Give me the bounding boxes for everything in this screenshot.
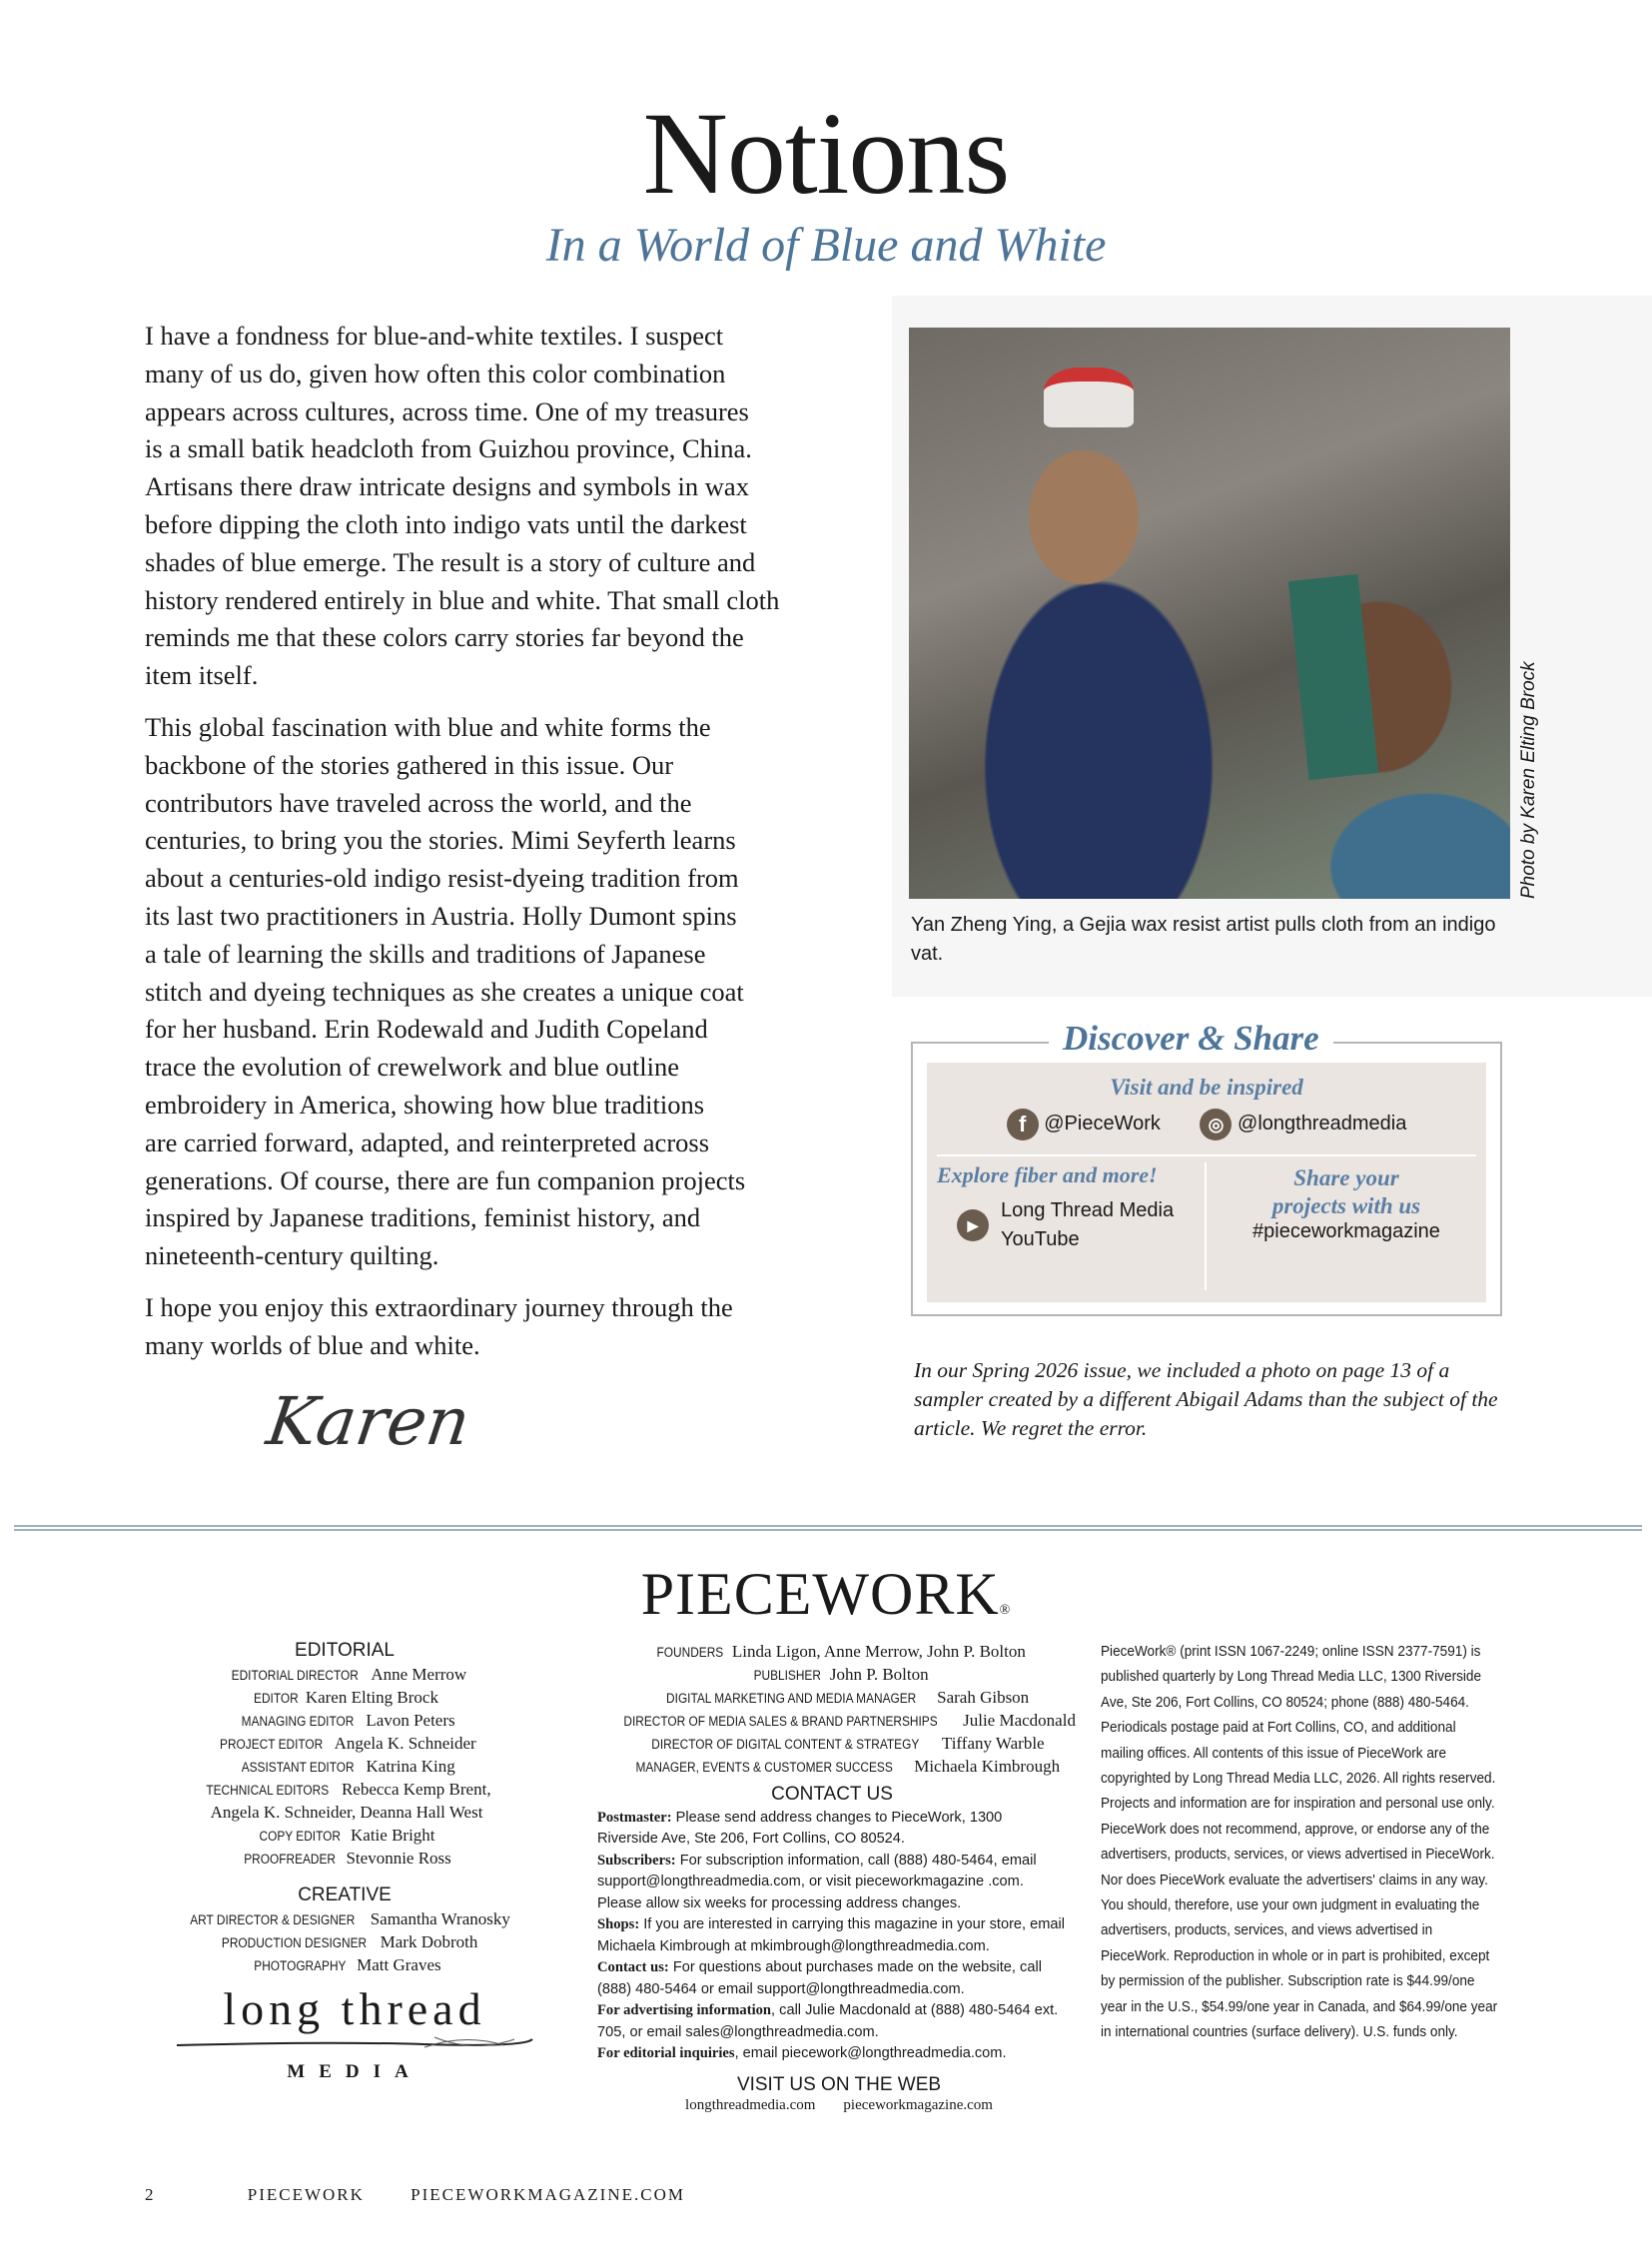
hashtag: #pieceworkmagazine — [1252, 1220, 1440, 1242]
staff-row — [150, 1825, 539, 1848]
paragraph — [145, 318, 874, 695]
staff-name: Katie Bright — [351, 1826, 435, 1845]
staff-row — [150, 1848, 539, 1871]
contact-label: For editorial inquiries — [597, 2045, 735, 2061]
staff-role: TECHNICAL EDITORS — [206, 1783, 330, 1798]
staff-row — [150, 1908, 539, 1931]
instagram-icon: ◎ — [1200, 1109, 1232, 1140]
staff-row — [150, 1802, 539, 1825]
staff-name: Julie Macdonald — [963, 1711, 1076, 1730]
staff-name: Tiffany Warble — [941, 1734, 1045, 1753]
photo-caption: Yan Zheng Ying, a Gejia wax resist artist pulls cloth from an indigo vat. — [911, 914, 1496, 965]
text-line: inspired by Japanese traditions, feminist history, and — [145, 1202, 701, 1233]
text-line: about a centuries-old indigo resist-dyeing tradition from — [145, 863, 739, 894]
staff-role: PROOFREADER — [244, 1852, 337, 1867]
logo-line2: MEDIA — [287, 2061, 422, 2082]
contact-text: , email piecework@longthreadmedia.com. — [734, 2045, 1007, 2061]
web-section — [589, 2074, 1089, 2114]
staff-role: ART DIRECTOR & DESIGNER — [190, 1912, 356, 1927]
contact-label: For advertising information — [597, 2002, 772, 2018]
contact-text: For questions about purchases made on the website, call (888) 480-5464 or email support@longthreadmedia.com. — [597, 1959, 1042, 1997]
text-line: before dipping the cloth into indigo vats until the darkest — [145, 508, 747, 539]
staff-row — [589, 1687, 1089, 1710]
youtube-line2: YouTube — [1001, 1228, 1080, 1250]
staff-row — [150, 1687, 539, 1710]
text-line: are carried forward, adapted, and reinterpreted across — [145, 1127, 710, 1157]
staff-role: DIRECTOR OF MEDIA SALES & BRAND PARTNERSHIPS — [623, 1714, 938, 1729]
facebook-icon: f — [1007, 1109, 1039, 1140]
staff-row — [150, 1954, 539, 1977]
text-line: reminds me that these colors carry stories far beyond the — [145, 622, 744, 653]
logo-line1: long thread — [223, 1983, 486, 2034]
staff-role: PRODUCTION DESIGNER — [221, 1935, 367, 1950]
page-footer — [145, 2185, 685, 2205]
contact-label: Shops: — [597, 1916, 640, 1932]
creative-heading: CREATIVE — [298, 1884, 392, 1905]
share-heading: Share your projects with us — [1271, 1165, 1421, 1218]
text-line: trace the evolution of crewelwork and blue outline — [145, 1052, 679, 1083]
text-line: many of us do, given how often this color combination — [145, 358, 726, 388]
facebook-link[interactable] — [1007, 1113, 1161, 1134]
staff-role: DIGITAL MARKETING AND MEDIA MANAGER — [665, 1691, 917, 1706]
staff-role: DIRECTOR OF DIGITAL CONTENT & STRATEGY — [651, 1737, 920, 1752]
contact-section — [597, 1784, 1067, 2065]
paragraph — [145, 1289, 874, 1365]
text-line: stitch and dyeing techniques as she creates a unique coat — [145, 976, 744, 1007]
logo-text: PIECEWORK — [640, 1561, 1000, 1627]
text-line: appears across cultures, across time. One of my treasures — [145, 395, 749, 426]
text-line: centuries, to bring you the stories. Mimi Seyferth learns — [145, 825, 736, 856]
text-line: a tale of learning the skills and traditions of Japanese — [145, 938, 706, 969]
instagram-handle: @longthreadmedia — [1238, 1113, 1407, 1135]
contact-heading: CONTACT US — [771, 1784, 893, 1805]
staff-name: Sarah Gibson — [937, 1688, 1030, 1707]
text-line: embroidery in America, showing how blue traditions — [145, 1089, 705, 1120]
contact-item — [597, 1808, 1067, 1851]
contact-label: Subscribers: — [597, 1852, 676, 1869]
staff-name: Mark Dobroth — [380, 1932, 478, 1951]
text-line: generations. Of course, there are fun companion projects — [145, 1164, 746, 1195]
text-line: shades of blue emerge. The result is a story of culture and — [145, 546, 756, 577]
contact-label: Contact us: — [597, 1959, 669, 1975]
editorial-column — [150, 1638, 539, 1977]
web-link[interactable]: pieceworkmagazine.com — [843, 2097, 993, 2113]
contact-text: For subscription information, call (888) 480-5464, email support@longthreadmedia.com, or visit pieceworkmagazine .com. Please allow six weeks for processing address changes. — [597, 1852, 1037, 1911]
staff-role: MANAGING EDITOR — [242, 1714, 355, 1729]
legal-notice: PieceWork® (print ISSN 1067-2249; online ISSN 2377-7591) is published quarterly by Long Thread Media LLC, 1300 Riverside Ave, Ste 206, Fort Collins, CO 80524; phone (888) 480-5464. Periodicals postage paid at Fort Collins, CO, and additional mailing offices. All contents of this issue of PieceWork are copyrighted by Long Thread Media LLC, 2026. All rights reserved. Projects and information are for inspiration and personal use only. PieceWork does not recommend, approve, or endorse any of the advertisers, products, services, or views advertised in PieceWork. Nor does PieceWork evaluate the advertisers' claims in any way. You should, therefore, use your own judgment in evaluating the advertisers, products, services, and views advertised in PieceWork. Reproduction in whole or in part is prohibited, except by permission of the publisher. Subscription rate is $44.99/one year in the U.S., $54.99/one year in Canada, and $64.99/one year in international countries (surface delivery). U.S. funds only. — [1101, 1644, 1498, 2041]
indigo-vat-photo — [909, 328, 1510, 899]
youtube-icon: ▶ — [957, 1209, 989, 1241]
staff-name: Katrina King — [366, 1757, 455, 1776]
contact-label: Postmaster: — [597, 1809, 672, 1826]
staff-name: Angela K. Schneider — [334, 1734, 476, 1753]
contact-text: If you are interested in carrying this magazine in your store, email Michaela Kimbrough at mkimbrough@longthreadmedia.com. — [597, 1916, 1066, 1954]
signature: Karen — [262, 1383, 475, 1460]
staff-name: Karen Elting Brock — [305, 1688, 438, 1707]
editorial-heading: EDITORIAL — [295, 1640, 395, 1661]
paragraph — [145, 709, 874, 1275]
page-title: Notions — [642, 88, 1010, 219]
staff-name: John P. Bolton — [829, 1665, 929, 1684]
staff-row — [150, 1664, 539, 1687]
footer-site: PIECEWORKMAGAZINE.COM — [411, 2185, 685, 2204]
staff-row — [150, 1710, 539, 1733]
text-line: history rendered entirely in blue and white. That small cloth — [145, 584, 780, 615]
staff-role: MANAGER, EVENTS & CUSTOMER SUCCESS — [635, 1760, 893, 1775]
page-subtitle: In a World of Blue and White — [545, 219, 1107, 272]
staff-role: ASSISTANT EDITOR — [241, 1760, 355, 1775]
text-line: Artisans there draw intricate designs and symbols in wax — [145, 471, 749, 502]
contact-text: , call Julie Macdonald at (888) 480-5464 ext. 705, or email sales@longthreadmedia.com. — [597, 2002, 1059, 2040]
correction-note: In our Spring 2026 issue, we included a photo on page 13 of a sampler created by a different Abigail Adams than the subject of the article. We regret the error. — [914, 1358, 1498, 1440]
staff-name: Michaela Kimbrough — [914, 1757, 1061, 1776]
staff-role: EDITOR — [254, 1691, 299, 1706]
logo-mark: ® — [999, 1603, 1012, 1618]
staff-row — [589, 1756, 1089, 1779]
explore-heading: Explore fiber and more! — [937, 1162, 1158, 1187]
text-line: its last two practitioners in Austria. Holly Dumont spins — [145, 900, 737, 931]
staff-role: PHOTOGRAPHY — [254, 1958, 347, 1973]
staff-role: PUBLISHER — [753, 1668, 822, 1683]
staff-row — [150, 1931, 539, 1954]
staff-row — [150, 1733, 539, 1756]
staff-row — [150, 1779, 539, 1802]
discover-title: Discover & Share — [1049, 1019, 1333, 1059]
facebook-handle: @PieceWork — [1044, 1113, 1161, 1135]
photo-credit: Photo by Karen Elting Brock — [1518, 661, 1539, 899]
staff-role: COPY EDITOR — [260, 1829, 342, 1844]
text-line: nineteenth-century quilting. — [145, 1240, 439, 1271]
web-heading: VISIT US ON THE WEB — [736, 2074, 942, 2095]
staff-role: PROJECT EDITOR — [220, 1737, 324, 1752]
footer-magazine: PIECEWORK — [247, 2185, 365, 2204]
box-divider — [937, 1154, 1476, 1156]
contact-item — [597, 1957, 1067, 2000]
text-line: is a small batik headcloth from Guizhou province, China. — [145, 433, 752, 464]
long-thread-media-logo — [175, 1982, 534, 2083]
discover-share-inner — [927, 1063, 1486, 1302]
staff-row — [589, 1664, 1089, 1687]
staff-name: Linda Ligon, Anne Merrow, John P. Bolton — [731, 1642, 1026, 1661]
contact-item — [597, 2000, 1067, 2043]
text-line: item itself. — [145, 660, 259, 691]
visit-heading: Visit and be inspired — [1110, 1075, 1303, 1100]
staff-name: Rebecca Kemp Brent, — [341, 1780, 491, 1799]
staff-role: EDITORIAL DIRECTOR — [231, 1668, 359, 1683]
contact-item — [597, 2043, 1067, 2065]
text-line: I hope you enjoy this extraordinary journey through the — [145, 1291, 733, 1322]
staff-name: Matt Graves — [357, 1955, 441, 1974]
staff-row — [589, 1710, 1089, 1733]
staff-role: FOUNDERS — [656, 1645, 724, 1660]
youtube-line1: Long Thread Media — [1001, 1199, 1175, 1221]
youtube-link[interactable] — [957, 1196, 1205, 1254]
contact-item — [597, 1851, 1067, 1915]
text-line: I have a fondness for blue-and-white textiles. I suspect — [145, 321, 724, 351]
contact-text: Please send address changes to PieceWork, 1300 Riverside Ave, Ste 206, Fort Collins, CO 80524. — [597, 1809, 1003, 1847]
instagram-link[interactable] — [1200, 1113, 1406, 1134]
staff-name: Stevonnie Ross — [346, 1849, 451, 1868]
text-line: backbone of the stories gathered in this issue. Our — [145, 749, 674, 780]
staff-name: Angela K. Schneider, Deanna Hall West — [210, 1803, 483, 1822]
web-link[interactable]: longthreadmedia.com — [685, 2097, 816, 2113]
staff-name: Anne Merrow — [371, 1665, 467, 1684]
contact-item — [597, 1914, 1067, 1957]
staff-row — [589, 1733, 1089, 1756]
piecework-logo — [0, 1560, 1652, 1629]
text-line: many worlds of blue and white. — [145, 1329, 480, 1360]
text-line: contributors have traveled across the world, and the — [145, 787, 692, 818]
publishing-column — [589, 1641, 1089, 1779]
staff-row — [589, 1641, 1089, 1664]
staff-row — [150, 1756, 539, 1779]
section-divider — [14, 1525, 1642, 1531]
text-line: for her husband. Erin Rodewald and Judith Copeland — [145, 1014, 708, 1045]
staff-name: Samantha Wranosky — [370, 1909, 510, 1928]
staff-name: Lavon Peters — [366, 1711, 455, 1730]
article-body — [145, 318, 874, 1379]
text-line: This global fascination with blue and white forms the — [145, 711, 711, 742]
page-number: 2 — [145, 2185, 156, 2204]
